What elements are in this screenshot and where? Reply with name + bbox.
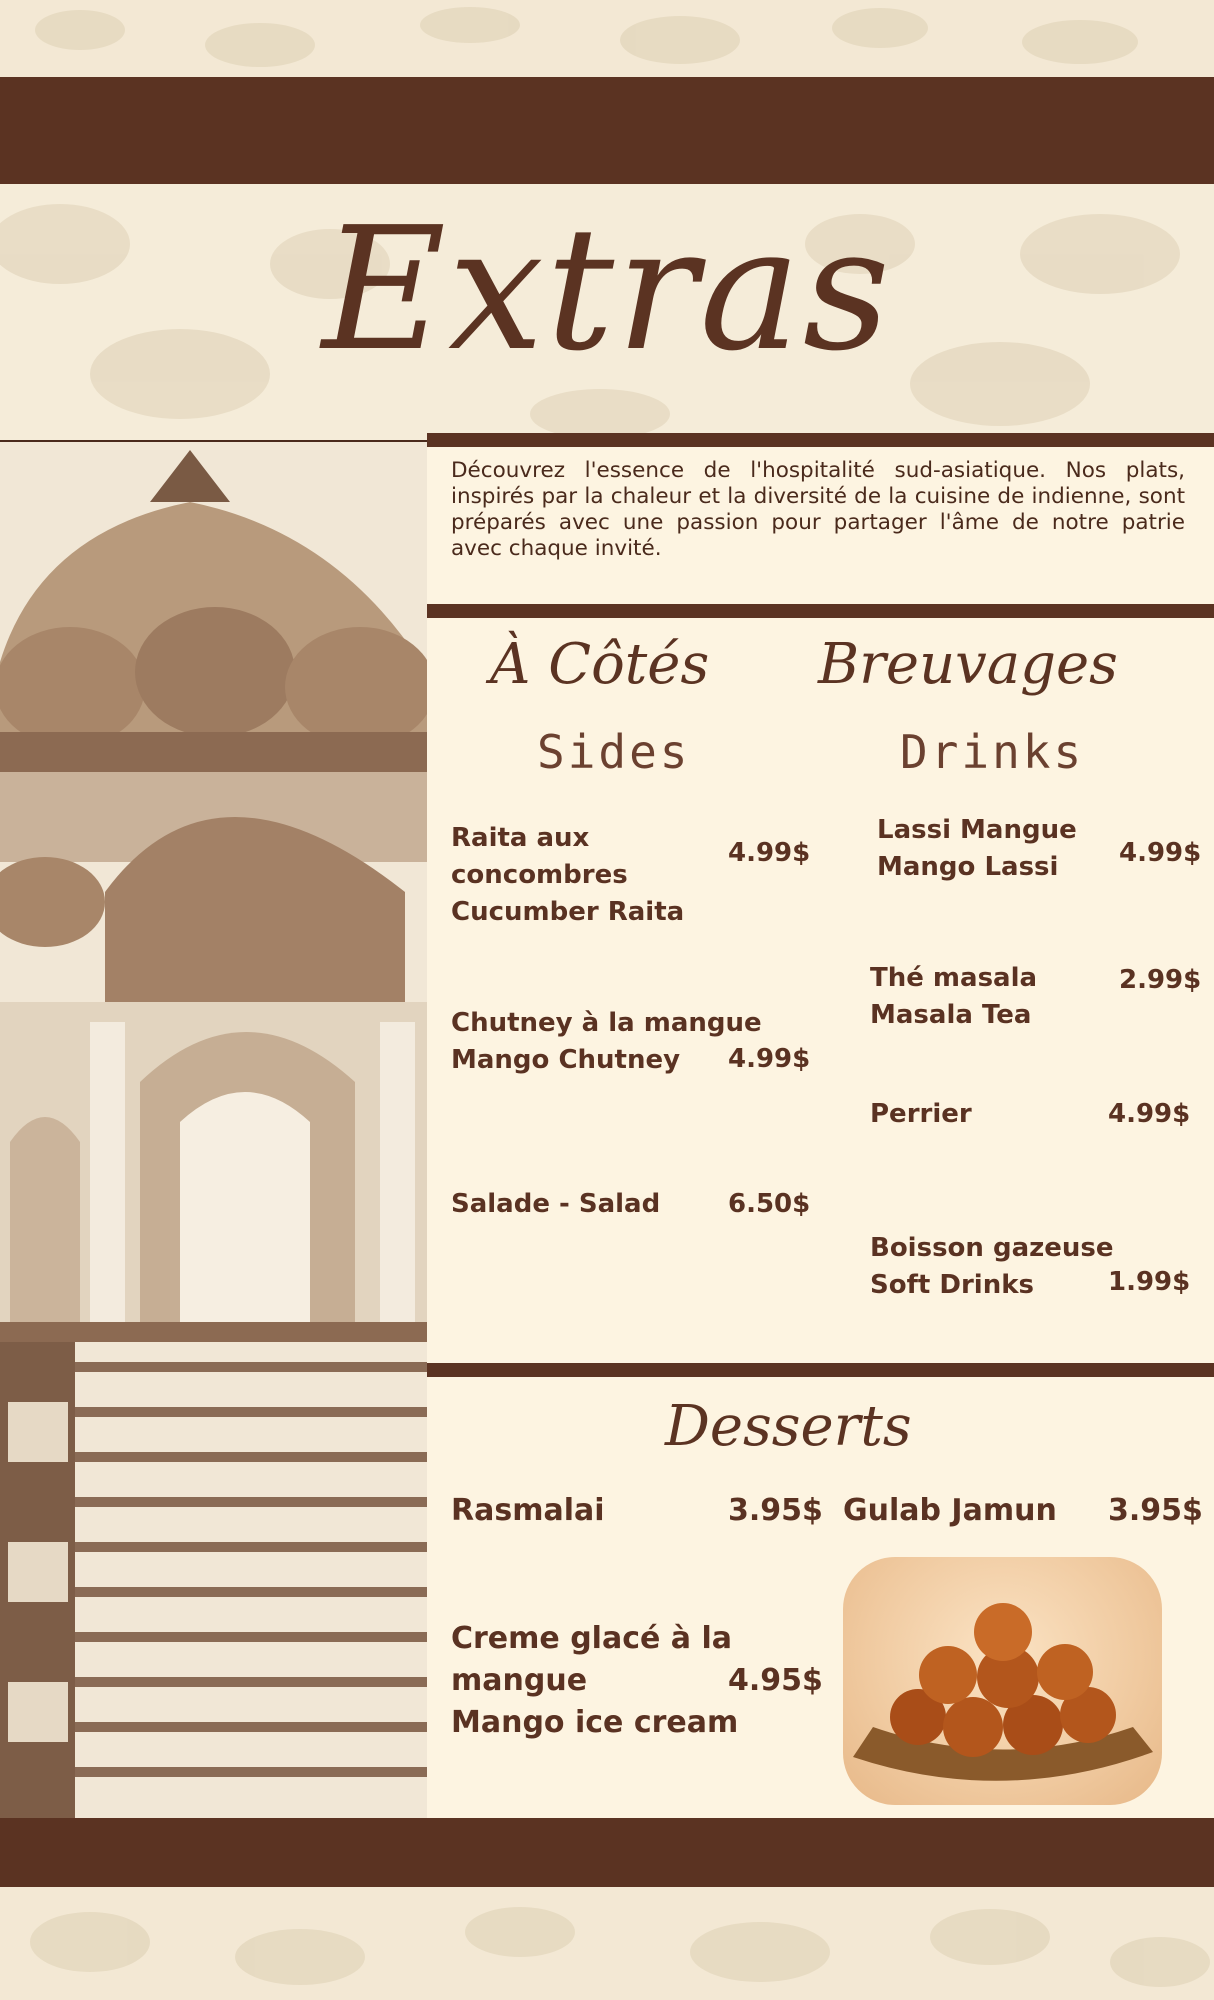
bottom-band — [0, 1818, 1214, 1887]
item-name: Boisson gazeuse — [870, 1233, 1114, 1263]
item-name: Mango Lassi — [877, 852, 1059, 882]
item-name: mangue — [451, 1663, 588, 1698]
item-name: Perrier — [870, 1099, 972, 1129]
item-name: Salade - Salad — [451, 1189, 661, 1219]
floral-pattern-top — [0, 0, 1214, 77]
menu-item-gulab-jamun — [843, 1490, 1057, 1532]
drinks-subheading: Drinks — [900, 725, 1085, 779]
menu-item-mango-ice-cream — [451, 1618, 738, 1744]
drinks-heading: Breuvages — [818, 632, 1118, 697]
menu-item-salad — [451, 1186, 660, 1223]
item-price: 1.99$ — [1108, 1267, 1191, 1297]
temple-sketch-image — [0, 440, 429, 1820]
item-price: 4.99$ — [1119, 838, 1202, 868]
item-name: Chutney à la mangue — [451, 1008, 762, 1038]
item-price: 2.99$ — [1119, 965, 1202, 995]
menu-item-lassi — [877, 812, 1077, 886]
item-name: Mango Chutney — [451, 1045, 681, 1075]
menu-item-masala-tea — [870, 960, 1037, 1034]
item-name: Raita aux — [451, 823, 590, 853]
divider-top — [427, 433, 1214, 447]
menu-item-perrier — [870, 1096, 972, 1133]
desserts-heading: Desserts — [665, 1394, 912, 1459]
item-name: Rasmalai — [451, 1493, 605, 1528]
item-name: Cucumber Raita — [451, 897, 685, 927]
intro-text: Découvrez l'essence de l'hospitalité sud-asiatique. Nos plats, inspirés par la chaleur et la diversité de la cuisine de indienne, sont préparés avec une passion pour partager l'âme de notre patrie avec chaque invité. — [451, 458, 1185, 561]
item-price: 4.99$ — [1108, 1099, 1191, 1129]
item-name: Soft Drinks — [870, 1270, 1034, 1300]
top-band — [0, 77, 1214, 184]
item-price: 4.99$ — [728, 1044, 811, 1074]
floral-pattern-bottom — [0, 1887, 1214, 2000]
item-price: 3.95$ — [728, 1493, 823, 1528]
item-price: 3.95$ — [1108, 1493, 1203, 1528]
menu-item-rasmalai — [451, 1490, 605, 1532]
item-name: Lassi Mangue — [877, 815, 1077, 845]
item-name: concombres — [451, 860, 628, 890]
item-name: Mango ice cream — [451, 1705, 739, 1740]
item-price: 6.50$ — [728, 1189, 811, 1219]
sides-heading: À Côtés — [490, 632, 710, 697]
item-name: Gulab Jamun — [843, 1493, 1057, 1528]
divider-desserts — [427, 1363, 1214, 1377]
sides-subheading: Sides — [537, 725, 691, 779]
menu-item-raita — [451, 820, 684, 931]
page-title: Extras — [321, 191, 893, 389]
menu-item-soft-drinks — [870, 1230, 1114, 1304]
divider-intro — [427, 604, 1214, 618]
item-price: 4.95$ — [728, 1663, 823, 1698]
item-name: Thé masala — [870, 963, 1038, 993]
item-price: 4.99$ — [728, 838, 811, 868]
gulab-jamun-photo — [843, 1557, 1162, 1805]
item-name: Creme glacé à la — [451, 1621, 733, 1656]
item-name: Masala Tea — [870, 1000, 1032, 1030]
menu-item-chutney — [451, 1005, 762, 1079]
